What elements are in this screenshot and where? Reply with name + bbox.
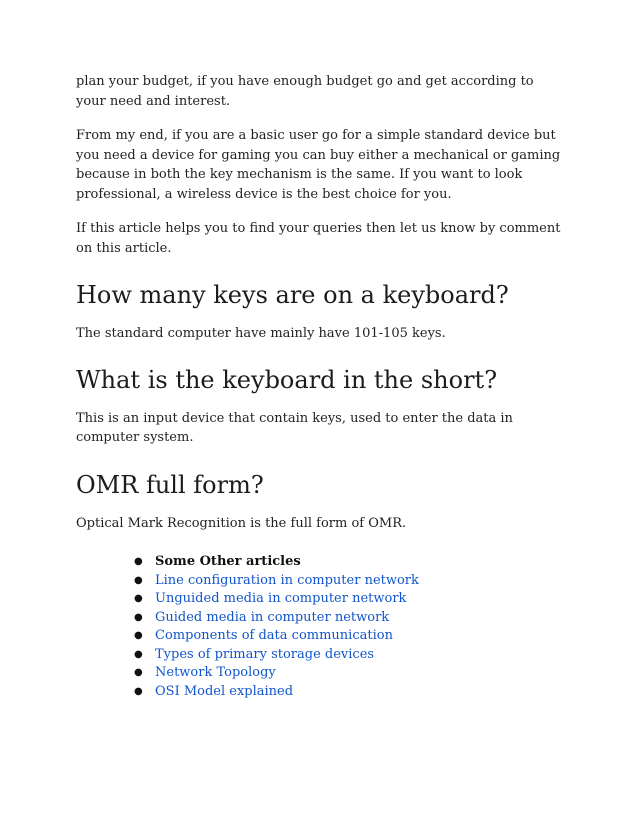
article-link-guided-media[interactable]: Guided media in computer network [155,609,390,625]
bullet-icon: ● [134,556,143,567]
bullet-icon: ● [134,667,143,678]
other-articles-heading: Some Other articles [155,554,301,569]
article-feedback-paragraph: If this article helps you to find your queries then let us know by comment on this article. [76,221,561,256]
article-link-osi-model[interactable]: OSI Model explained [155,683,294,699]
list-item [131,664,566,683]
list-item [131,646,566,665]
bullet-icon: ● [134,685,143,697]
bullet-icon: ● [134,648,143,660]
bullet-icon: ● [134,611,143,623]
list-item [131,609,566,628]
keys-paragraph: The standard computer have mainly have 101-105 keys. [76,326,446,341]
document-page [76,72,566,701]
article-link-unguided-media[interactable]: Unguided media in computer network [155,591,407,606]
bullet-icon: ● [134,574,143,586]
keyboard-short-heading: What is the keyboard in the short? [76,365,498,394]
other-articles-list [76,553,566,701]
list-item [131,683,566,702]
bullet-icon: ● [134,593,143,604]
omr-paragraph: Optical Mark Recognition is the full form of OMR. [76,515,407,531]
device-paragraph: From my end, if you are a basic user go for a simple standard device but you need a device for gaming you can buy either a mechanical or gaming because in both the key mechanism is the same. If you want to look professional, a wireless device is the best choice for you. [76,128,561,202]
budget-paragraph: plan your budget, if you have enough budget go and get according to your need and interest. [76,74,534,109]
article-link-network-topology[interactable]: Network Topology [155,665,276,680]
list-item [131,572,566,591]
article-link-data-communication[interactable]: Components of data communication [155,628,393,643]
keyboard-short-paragraph: This is an input device that contain keys, used to enter the data in computer system. [76,410,513,445]
list-item [131,627,566,646]
omr-heading: OMR full form? [76,470,264,499]
keys-heading: How many keys are on a keyboard? [76,281,509,309]
article-link-line-configuration[interactable]: Line configuration in computer network [155,572,419,588]
list-heading-item [131,553,566,572]
list-item [131,590,566,609]
article-link-primary-storage[interactable]: Types of primary storage devices [155,646,375,662]
bullet-icon: ● [134,630,143,641]
